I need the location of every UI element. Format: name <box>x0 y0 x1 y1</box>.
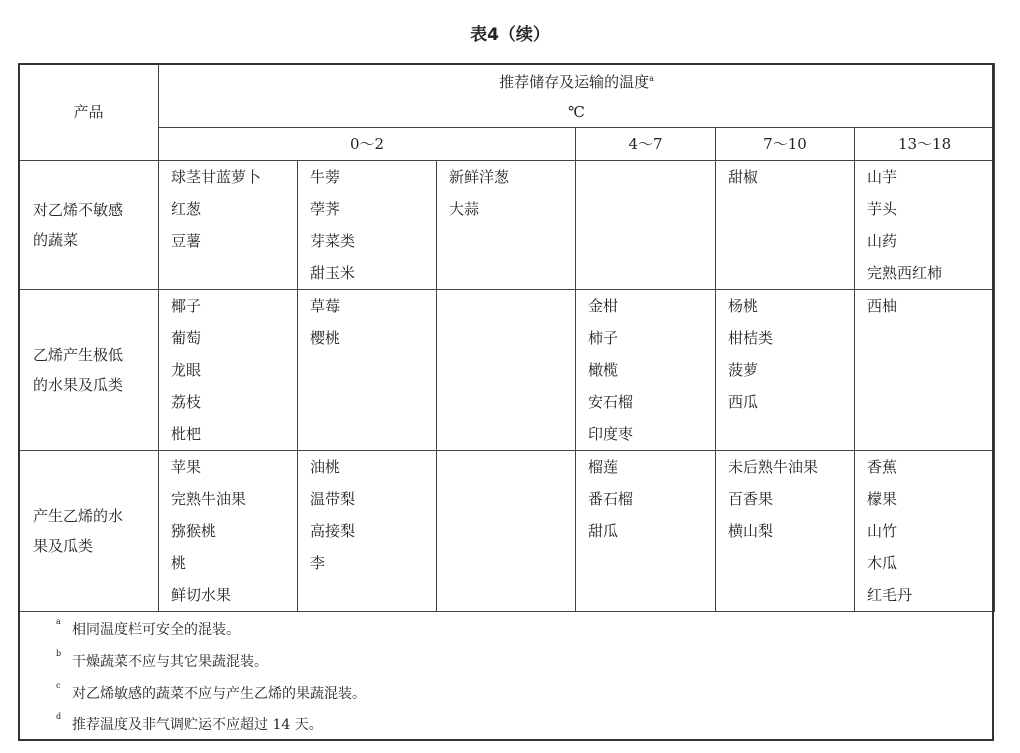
list-item: 油桃 <box>310 458 341 476</box>
list-item: 苹果 <box>171 458 202 476</box>
temperature-unit: ℃ <box>568 103 585 121</box>
product-header: 产品 <box>19 64 159 161</box>
list-item: 山芋 <box>867 168 898 186</box>
footnote-text: 相同温度栏可安全的混装。 <box>72 622 240 638</box>
table-frame <box>18 63 994 741</box>
list-item: 甜瓜 <box>588 522 619 540</box>
footnote-a <box>56 617 240 639</box>
list-item: 甜玉米 <box>310 264 356 282</box>
list-item: 檬果 <box>867 490 898 508</box>
table-title: 表4（续） <box>470 25 550 45</box>
list-item: 完熟牛油果 <box>171 490 247 508</box>
list-item: 红葱 <box>171 200 202 218</box>
list-item: 柿子 <box>588 329 619 347</box>
list-item: 安石榴 <box>588 393 634 411</box>
list-item: 横山梨 <box>728 522 774 540</box>
list-item: 新鲜洋葱 <box>449 168 510 186</box>
footnote-mark: b <box>56 649 62 658</box>
list-item: 金柑 <box>588 297 619 315</box>
list-item: 球茎甘蓝萝卜 <box>171 168 262 186</box>
category-line: 产生乙烯的水 <box>33 507 124 525</box>
footnote-text: 干燥蔬菜不应与其它果蔬混装。 <box>72 654 268 670</box>
range-header-4-7: 4～7 <box>576 128 716 161</box>
list-item: 樱桃 <box>310 329 341 347</box>
list-item: 完熟西红柿 <box>867 264 943 282</box>
category-line: 乙烯产生极低 <box>33 346 124 364</box>
footnote-mark: d <box>56 712 62 721</box>
list-item: 猕猴桃 <box>171 522 217 540</box>
footnote-c <box>56 681 366 703</box>
list-item: 番石榴 <box>588 490 634 508</box>
list-item: 草莓 <box>310 297 341 315</box>
category-line: 对乙烯不敏感 <box>33 201 124 219</box>
list-item: 西柚 <box>867 297 898 315</box>
temperature-title-sup: a <box>649 74 654 83</box>
list-item: 橄榄 <box>588 361 619 379</box>
range-header-7-10: 7～10 <box>716 128 855 161</box>
range-header-0-2: 0～2 <box>159 128 576 161</box>
category-line: 的蔬菜 <box>33 231 79 249</box>
list-item: 桃 <box>171 554 187 572</box>
temperature-title: 推荐储存及运输的温度 <box>499 73 650 91</box>
category-line: 果及瓜类 <box>33 537 94 555</box>
list-item: 未后熟牛油果 <box>728 458 819 476</box>
list-item: 荔枝 <box>171 393 202 411</box>
list-item: 菠萝 <box>728 361 759 379</box>
list-item: 豆薯 <box>171 232 202 250</box>
list-item: 牛蒡 <box>310 168 341 186</box>
list-item: 山药 <box>867 232 898 250</box>
range-header-13-18: 13～18 <box>855 128 995 161</box>
list-item: 印度枣 <box>588 425 634 443</box>
list-item: 温带梨 <box>310 490 356 508</box>
list-item: 芋头 <box>867 200 898 218</box>
footnote-b <box>56 649 268 671</box>
list-item: 葡萄 <box>171 329 202 347</box>
list-item: 枇杷 <box>171 425 202 443</box>
list-item: 山竹 <box>867 522 898 540</box>
list-item: 木瓜 <box>867 554 898 572</box>
list-item: 龙眼 <box>171 361 202 379</box>
footnote-text: 推荐温度及非气调贮运不应超过 14 天。 <box>72 717 323 733</box>
footnote-text: 对乙烯敏感的蔬菜不应与产生乙烯的果蔬混装。 <box>72 686 366 702</box>
footnote-d <box>56 712 323 734</box>
list-item: 椰子 <box>171 297 202 315</box>
list-item: 高接梨 <box>310 522 356 540</box>
category-line: 的水果及瓜类 <box>33 376 124 394</box>
list-item: 李 <box>310 554 326 572</box>
footnote-mark: a <box>56 617 61 626</box>
list-item: 百香果 <box>728 490 774 508</box>
list-item: 大蒜 <box>449 200 480 218</box>
list-item: 红毛丹 <box>867 586 913 604</box>
footnote-mark: c <box>56 681 61 690</box>
list-item: 榴莲 <box>588 458 619 476</box>
list-item: 芽菜类 <box>310 232 356 250</box>
list-item: 香蕉 <box>867 458 898 476</box>
list-item: 荸荠 <box>310 200 341 218</box>
list-item: 甜椒 <box>728 168 759 186</box>
list-item: 柑桔类 <box>728 329 774 347</box>
list-item: 杨桃 <box>728 297 759 315</box>
list-item: 鲜切水果 <box>171 586 232 604</box>
list-item: 西瓜 <box>728 393 759 411</box>
